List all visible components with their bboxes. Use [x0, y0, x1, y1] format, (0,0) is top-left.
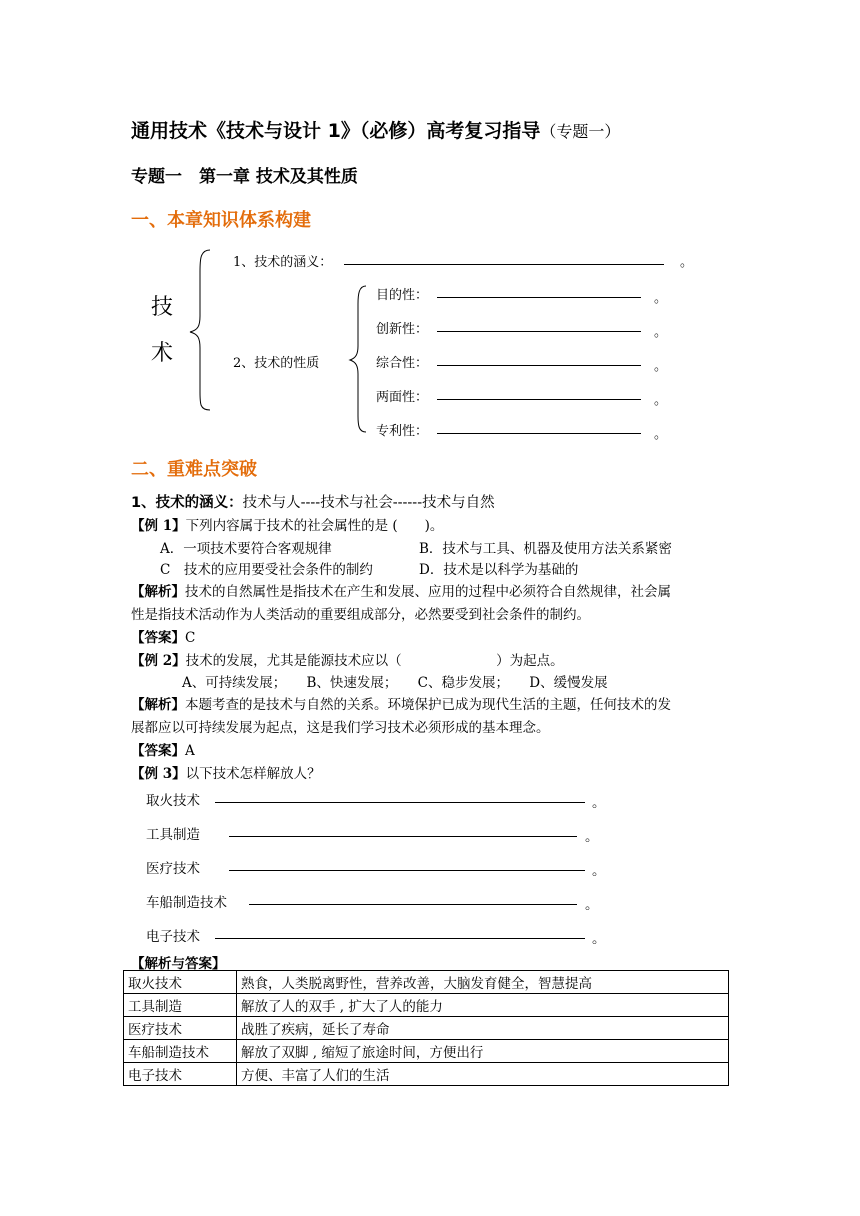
table-cell-effect: 解放了双脚 , 缩短了旅途时间，方便出行 — [237, 1040, 729, 1063]
blank-end-1: 。 — [592, 795, 606, 811]
table-cell-tech: 医疗技术 — [124, 1017, 237, 1040]
property-5: 专利性： — [376, 424, 429, 439]
title-main: 通用技术《技术与设计 1》（必修）高考复习指导 — [131, 120, 541, 142]
table-cell-effect: 方便、丰富了人们的生活 — [237, 1063, 729, 1086]
example-1-option-c: C 技术的应用要受社会条件的制约 — [160, 562, 373, 578]
example-3-text: 以下技术怎样解放人？ — [185, 766, 321, 782]
example-1-option-d: D．技术是以科学为基础的 — [419, 562, 579, 578]
example-3-question — [131, 762, 321, 782]
table-cell-effect: 解放了人的双手 , 扩大了人的能力 — [237, 994, 729, 1017]
example-3-label: 【例 3】 — [131, 766, 186, 782]
title-sub: （专题一） — [540, 122, 621, 141]
blank-label-2: 工具制造 — [146, 827, 200, 843]
example-1-question — [131, 514, 443, 534]
item-1-blank — [344, 248, 664, 265]
table-cell-effect: 熟食，人类脱离野性，营养改善，大脑发育健全，智慧提高 — [237, 971, 729, 994]
table-row — [124, 1040, 729, 1063]
table-cell-tech: 车船制造技术 — [124, 1040, 237, 1063]
example-2-analysis-label: 【解析】 — [131, 697, 185, 713]
table-row — [124, 994, 729, 1017]
item-2-label: 2、技术的性质 — [233, 356, 320, 371]
topic-1 — [131, 491, 495, 512]
document-title — [131, 116, 620, 143]
property-2-end: 。 — [654, 325, 668, 340]
section2-heading: 二、重难点突破 — [131, 459, 257, 480]
blank-line-5 — [215, 923, 585, 939]
example-1-analysis-label: 【解析】 — [131, 584, 185, 600]
item-1-label: 1、技术的涵义： — [233, 255, 333, 270]
example-1-analysis — [131, 580, 671, 600]
table-cell-tech: 电子技术 — [124, 1063, 237, 1086]
property-4: 两面性： — [376, 390, 429, 405]
property-5-blank — [437, 419, 641, 434]
table-cell-tech: 工具制造 — [124, 994, 237, 1017]
table-cell-effect: 战胜了疾病，延长了寿命 — [237, 1017, 729, 1040]
blank-line-4 — [249, 889, 577, 905]
outer-brace — [188, 248, 218, 413]
example-2-analysis-line-1: 本题考查的是技术与自然的关系。环境保护已成为现代生活的主题，任何技术的发 — [185, 697, 671, 713]
topic-1-text: 技术与人----技术与社会------技术与自然 — [242, 495, 495, 511]
table-row — [124, 971, 729, 994]
table-row — [124, 1063, 729, 1086]
property-4-end: 。 — [654, 393, 668, 408]
example-1-option-b: B．技术与工具、机器及使用方法关系紧密 — [419, 541, 672, 557]
example-2-text: 技术的发展，尤其是能源技术应以（ ）为起点。 — [185, 653, 564, 669]
example-2-question — [131, 649, 564, 669]
property-4-blank — [437, 385, 641, 400]
blank-line-2 — [229, 821, 577, 837]
blank-label-1: 取火技术 — [146, 793, 200, 809]
section1-heading: 一、本章知识体系构建 — [131, 210, 311, 231]
inner-brace — [348, 284, 372, 434]
example-1-analysis-line-2: 性是指技术活动作为人类活动的重要组成部分，必然要受到社会条件的制约。 — [131, 607, 590, 623]
property-1-end: 。 — [654, 291, 668, 306]
property-3-blank — [437, 351, 641, 366]
example-1-label: 【例 1】 — [131, 518, 186, 534]
property-2: 创新性： — [376, 322, 429, 337]
blank-line-3 — [229, 855, 585, 871]
table-cell-tech: 取火技术 — [124, 971, 237, 994]
blank-label-4: 车船制造技术 — [146, 895, 227, 911]
example-1-analysis-line-1: 技术的自然属性是指技术在产生和发展、应用的过程中必须符合自然规律，社会属 — [185, 584, 671, 600]
example-1-answer-label: 【答案】 — [131, 630, 185, 646]
table-row — [124, 1017, 729, 1040]
analysis-answer-label: 【解析与答案】 — [131, 956, 226, 972]
example-2-options: A、可持续发展； B、快速发展； C、稳步发展； D、缓慢发展 — [182, 675, 608, 691]
example-1-answer — [131, 626, 195, 646]
property-1: 目的性： — [376, 288, 429, 303]
example-2-label: 【例 2】 — [131, 653, 186, 669]
example-1-text: 下列内容属于技术的社会属性的是 ( )。 — [185, 518, 444, 534]
example-2-answer — [131, 739, 195, 759]
property-3: 综合性： — [376, 356, 429, 371]
example-1-option-a: A．一项技术要符合客观规律 — [160, 541, 332, 557]
property-2-blank — [437, 317, 641, 332]
blank-end-2: 。 — [585, 829, 599, 845]
property-1-blank — [437, 283, 641, 298]
example-2-analysis-line-2: 展都应以可持续发展为起点，这是我们学习技术必须形成的基本理念。 — [131, 720, 550, 736]
topic-1-lead: 1、技术的涵义： — [131, 495, 243, 511]
example-1-answer-value: C — [185, 630, 196, 646]
item-1-end: 。 — [680, 255, 694, 270]
chapter-heading: 专题一 第一章 技术及其性质 — [131, 167, 358, 187]
blank-label-3: 医疗技术 — [146, 861, 200, 877]
blank-end-5: 。 — [592, 931, 606, 947]
blank-line-1 — [215, 787, 585, 803]
property-3-end: 。 — [654, 359, 668, 374]
blank-end-3: 。 — [592, 863, 606, 879]
blank-end-4: 。 — [585, 897, 599, 913]
example-2-analysis — [131, 693, 671, 713]
blank-label-5: 电子技术 — [146, 929, 200, 945]
example-2-answer-label: 【答案】 — [131, 743, 185, 759]
property-5-end: 。 — [654, 427, 668, 442]
root-char-1: 技 — [151, 295, 174, 320]
answer-table — [123, 970, 729, 1086]
root-char-2: 术 — [151, 341, 174, 366]
example-2-answer-value: A — [185, 743, 195, 759]
